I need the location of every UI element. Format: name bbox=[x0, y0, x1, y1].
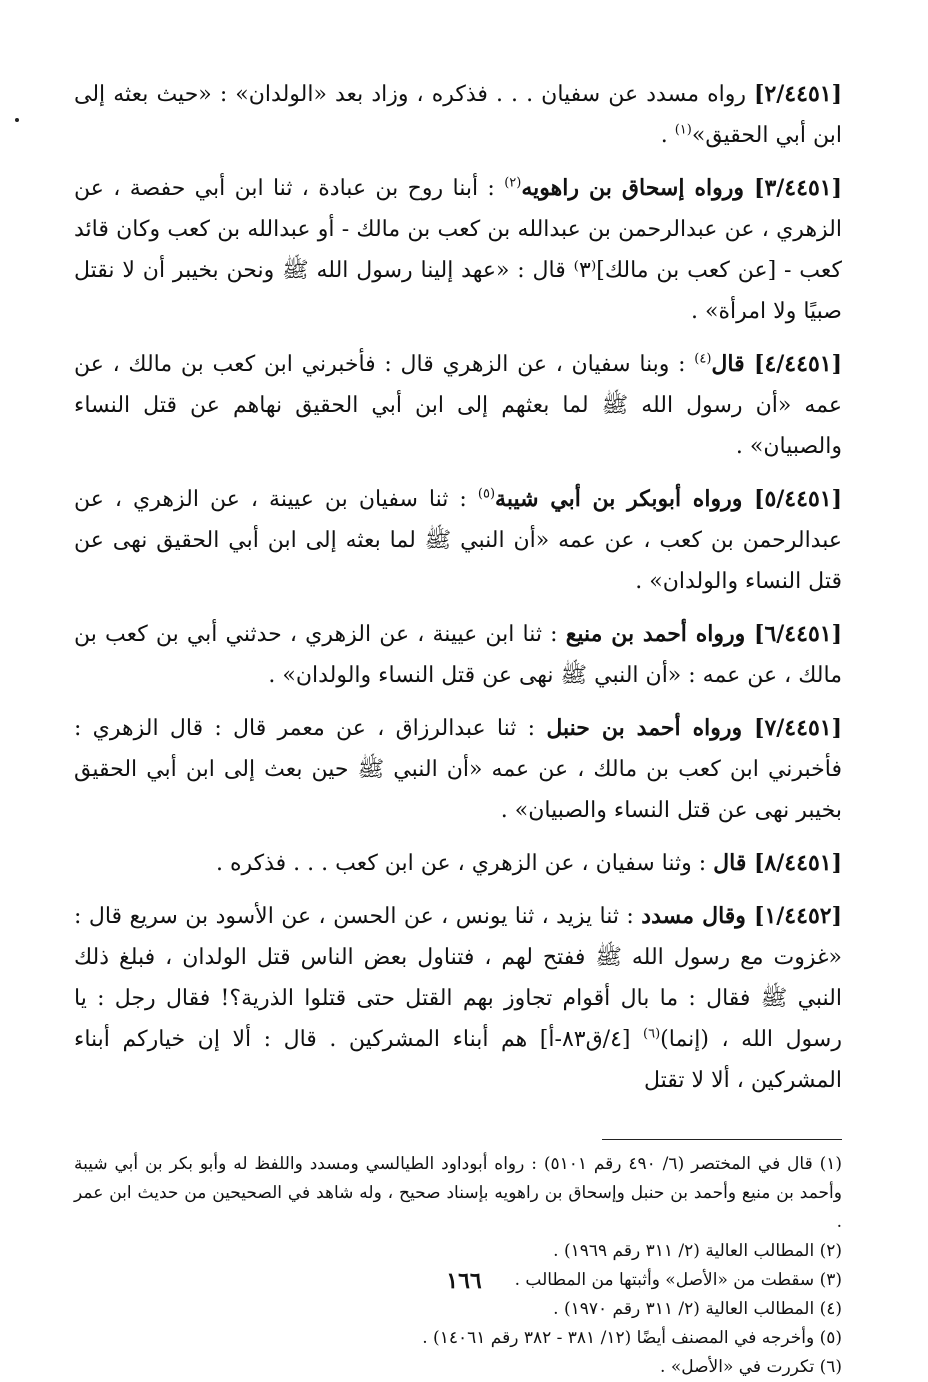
hadith-text: : ثنا ابن عيينة ، عن الزهري ، حدثني أبي بن كعب بن مالك ، عن عمه : «أن النبي ﷺ نهى عن قتل النساء والولدان» . bbox=[74, 622, 842, 688]
footnote: (٦) تكررت في «الأصل» . bbox=[660, 1357, 842, 1377]
hadith-number: [٢/٤٤٥١] bbox=[754, 81, 842, 107]
narrator-lead: قال bbox=[713, 850, 755, 876]
narrator-lead: ورواه أحمد بن منيع bbox=[565, 621, 755, 647]
hadith-number: [٣/٤٤٥١] bbox=[754, 175, 842, 201]
hadith-text-tail: : وبنا سفيان ، عن الزهري قال : فأخبرني ابن كعب بن مالك ، عن عمه «أن رسول الله ﷺ لما بعثهم إلى ابن أبي الحقيق نهاهم عن قتل النساء والصبيان» . bbox=[74, 352, 842, 459]
footnote-marker: (٥) bbox=[477, 486, 496, 502]
hadith-paragraph bbox=[74, 168, 842, 332]
hadith-paragraph bbox=[74, 614, 842, 696]
hadith-number: [٤/٤٤٥١] bbox=[754, 351, 842, 377]
footnote-marker: (٤) bbox=[694, 351, 712, 367]
narrator-lead: قال bbox=[711, 351, 755, 377]
narrator-lead: وقال مسدد bbox=[641, 903, 755, 929]
footnote-marker: (٦) bbox=[643, 1026, 661, 1042]
narrator-lead: ورواه إسحاق بن راهويه bbox=[521, 175, 755, 201]
narrator-lead: ورواه أحمد بن حنبل bbox=[546, 715, 755, 741]
margin-dot bbox=[15, 118, 19, 122]
page-number: ١٦٦ bbox=[446, 1268, 482, 1294]
hadith-text-tail: . bbox=[660, 123, 675, 148]
hadith-text-tail: [٤/ق٨٣-أ] هم أبناء المشركين . قال : ألا إن خياركم أبناء المشركين ، ألا لا تقتل bbox=[74, 1027, 842, 1093]
footnote: (٣) سقطت من «الأصل» وأثبتها من المطالب . bbox=[514, 1270, 842, 1290]
footnotes bbox=[74, 1150, 842, 1382]
hadith-paragraph bbox=[74, 344, 842, 467]
footnote: (٥) وأخرجه في المصنف أيضًا (١٢/ ٣٨١ - ٣٨٢ رقم ١٤٠٦١) . bbox=[422, 1328, 842, 1348]
footnote: (٢) المطالب العالية (٢/ ٣١١ رقم ١٩٦٩) . bbox=[553, 1241, 842, 1261]
main-text bbox=[74, 74, 842, 1101]
footnote-divider bbox=[602, 1139, 842, 1140]
footnote-marker: (٢) bbox=[504, 175, 522, 191]
hadith-text: : ثنا يزيد ، ثنا يونس ، عن الحسن ، عن الأسود بن سريع قال : «غزوت مع رسول الله ﷺ ففتح لهم ، فتناول بعض الناس قتل الولدان ، فبلغ ذلك النبي ﷺ فقال : ما بال أقوام تجاوز بهم القتل حتى قتلوا الذرية؟! فقال رجل : يا رسول الله ، (إنما) bbox=[74, 904, 842, 1052]
hadith-paragraph bbox=[74, 843, 842, 884]
hadith-text-tail: : ثنا سفيان بن عيينة ، عن الزهري ، عن عبدالرحمن بن كعب ، عن عمه «أن النبي ﷺ لما بعثه إلى ابن أبي الحقيق نهى عن قتل النساء والولدان» . bbox=[74, 487, 842, 594]
hadith-paragraph bbox=[74, 74, 842, 156]
hadith-text: : ثنا عبدالرزاق ، عن معمر قال : قال الزهري : فأخبرني ابن كعب بن مالك ، عن عمه «أن النبي ﷺ حين بعث إلى ابن أبي الحقيق بخيبر نهى عن قتل النساء والصبيان» . bbox=[74, 716, 842, 823]
hadith-number: [١/٤٤٥٢] bbox=[754, 903, 842, 929]
footnote: (١) قال في المختصر (٦/ ٤٩٠ رقم ٥١٠١) : رواه أبوداود الطيالسي ومسدد واللفظ له وأبو بكر بن أبي شيبة وأحمد بن منيع وأحمد بن حنبل وإسحاق بن راهويه بإسناد صحيح ، وله شاهد في الصحيحين من حديث ابن عمر . bbox=[74, 1154, 843, 1232]
footnote: (٤) المطالب العالية (٢/ ٣١١ رقم ١٩٧٠) . bbox=[553, 1299, 842, 1319]
hadith-paragraph bbox=[74, 479, 842, 602]
narrator-lead: ورواه أبوبكر بن أبي شيبة bbox=[495, 486, 755, 512]
hadith-text-tail: : أبنا روح بن عبادة ، ثنا ابن أبي حفصة ، عن الزهري ، عن عبدالرحمن بن عبدالله بن كعب بن مالك - أو عبدالله بن كعب وكان قائد كعب - [عن كعب بن مالك]⁽٣⁾ قال : «عهد إلينا رسول الله ﷺ ونحن بخيبر أن لا نقتل صبيًا ولا امرأة» . bbox=[74, 176, 842, 324]
hadith-text: : وثنا سفيان ، عن الزهري ، عن ابن كعب . . . فذكره . bbox=[215, 851, 714, 876]
hadith-number: [٧/٤٤٥١] bbox=[754, 715, 842, 741]
hadith-text: رواه مسدد عن سفيان . . . فذكره ، وزاد بعد «الولدان» : «حيث بعثه إلى ابن أبي الحقيق» bbox=[74, 82, 842, 148]
hadith-number: [٦/٤٤٥١] bbox=[754, 621, 842, 647]
hadith-number: [٥/٤٤٥١] bbox=[754, 486, 842, 512]
footnote-marker: (١) bbox=[674, 122, 692, 138]
hadith-paragraph bbox=[74, 708, 842, 831]
hadith-paragraph bbox=[74, 896, 842, 1101]
hadith-number: [٨/٤٤٥١] bbox=[754, 850, 842, 876]
